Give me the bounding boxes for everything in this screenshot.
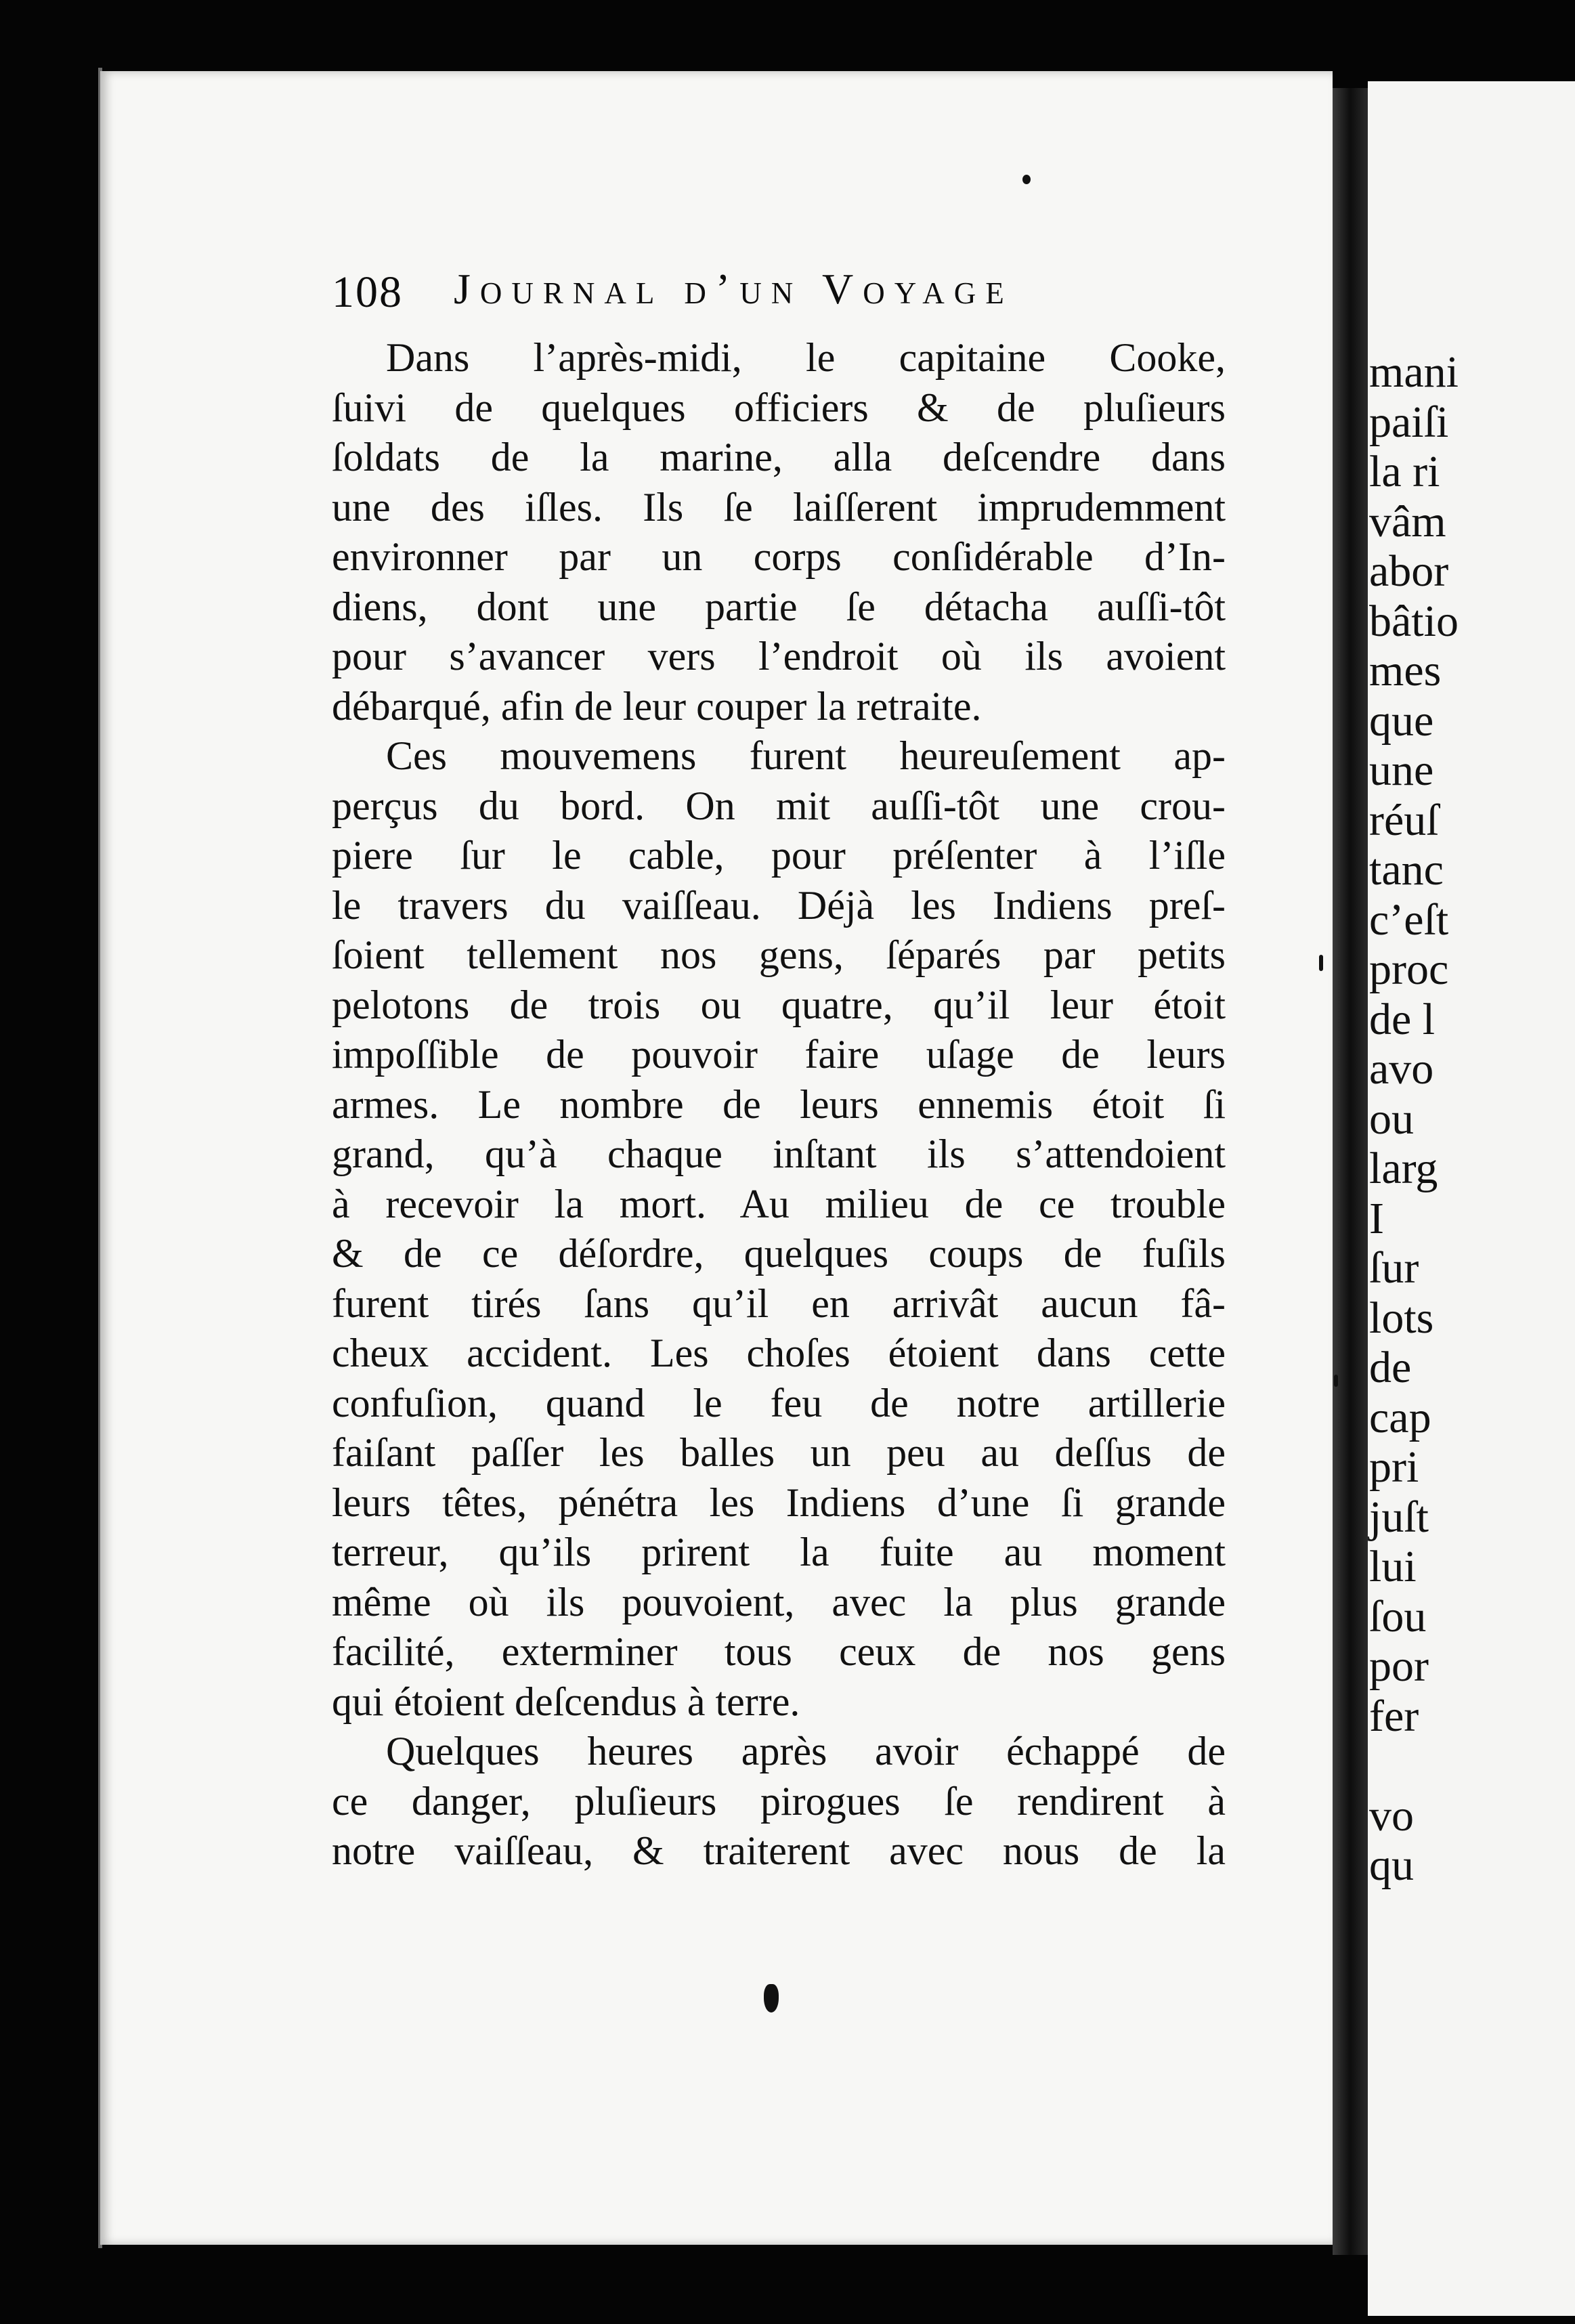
facing-page-fragment: tanc <box>1369 845 1444 895</box>
text-line: débarqué, afin de leur couper la retraite. <box>332 683 982 729</box>
text-line: une des iſles. Ils ſe laiſſerent imprudemment <box>332 484 1226 530</box>
facing-page-fragment: ſur <box>1369 1243 1419 1293</box>
text-line: le travers du vaiſſeau. Déjà les Indiens preſ- <box>332 882 1226 928</box>
facing-page-fragment: de <box>1369 1343 1412 1392</box>
facing-page-fragment: ou <box>1369 1094 1414 1144</box>
text-line: piere ſur le cable, pour préſenter à l’iſle <box>332 833 1226 878</box>
text-line: perçus du bord. On mit auſſi-tôt une crou- <box>332 783 1226 828</box>
facing-page-fragment: abor <box>1369 546 1449 596</box>
ink-speck <box>1022 175 1031 184</box>
facing-page-fragment <box>1369 1741 1459 1791</box>
text-line: ſuivi de quelques officiers & de pluſieurs <box>332 385 1226 430</box>
facing-page-fragment: pri <box>1369 1442 1419 1492</box>
text-line: environner par un corps conſidérable d’In- <box>332 534 1226 579</box>
text-line: terreur, qu’ils prirent la fuite au moment <box>332 1530 1226 1574</box>
facing-page-fragment: juſt <box>1369 1492 1429 1542</box>
text-line: armes. Le nombre de leurs ennemis étoit ſi <box>332 1081 1226 1127</box>
text-line: ſoldats de la marine, alla deſcendre dans <box>332 435 1226 479</box>
text-line: Ces mouvemens furent heureuſement ap- <box>386 733 1226 778</box>
facing-page-fragment: vo <box>1369 1790 1414 1841</box>
facing-page-fragment: c’eſt <box>1369 895 1449 945</box>
text-line: à recevoir la mort. Au milieu de ce trouble <box>332 1181 1226 1226</box>
facing-page-fragment: ſou <box>1369 1591 1427 1641</box>
text-line: diens, dont une partie ſe détacha auſſi-tôt <box>332 584 1226 629</box>
book-gutter <box>1333 88 1368 2255</box>
facing-page-fragment: mani <box>1369 347 1459 397</box>
facing-page-fragment: réuſ <box>1369 795 1439 845</box>
facing-page-fragment: paiſi <box>1369 397 1449 447</box>
text-line: faiſant paſſer les balles un peu au deſſus de <box>332 1430 1226 1475</box>
facing-page-fragment: lots <box>1369 1293 1434 1343</box>
text-line: même où ils pouvoient, avec la plus grande <box>332 1579 1226 1624</box>
text-line: ſoient tellement nos gens, ſéparés par petits <box>332 932 1226 977</box>
page-number: 108 <box>332 267 403 317</box>
text-line: impoſſible de pouvoir faire uſage de leurs <box>332 1032 1226 1077</box>
text-line: notre vaiſſeau, & traiterent avec nous de la <box>332 1828 1226 1873</box>
text-line: facilité, exterminer tous ceux de nos gens <box>332 1629 1226 1674</box>
text-line: leurs têtes, pénétra les Indiens d’une ſi grande <box>332 1480 1226 1525</box>
running-head-title: Journal d’un Voyage <box>454 265 1014 313</box>
right-page <box>1368 81 1575 2316</box>
facing-page-fragment: de l <box>1369 994 1436 1044</box>
facing-page-fragment: I <box>1369 1193 1384 1243</box>
ink-speck <box>1319 955 1323 971</box>
facing-page-fragment: mes <box>1369 646 1442 695</box>
facing-page-fragment: avo <box>1369 1044 1434 1094</box>
facing-page-fragment: fer <box>1369 1691 1419 1741</box>
body-text <box>332 333 1226 1876</box>
text-line: furent tirés ſans qu’il en arrivât aucun fâ- <box>332 1281 1226 1326</box>
facing-page-fragment: la ri <box>1369 447 1440 496</box>
text-line: ce danger, pluſieurs pirogues ſe rendirent à <box>332 1778 1226 1824</box>
facing-page-fragment: lui <box>1369 1542 1417 1591</box>
text-line: Quelques heures après avoir échappé de <box>386 1729 1226 1773</box>
facing-page-fragment: qu <box>1369 1841 1414 1890</box>
text-line: pour s’avancer vers l’endroit où ils avoient <box>332 634 1226 679</box>
facing-page-fragment: vâm <box>1369 496 1446 546</box>
facing-page-fragment: bâtio <box>1369 596 1459 646</box>
facing-page-fragment: proc <box>1369 945 1449 994</box>
facing-page-fragment: que <box>1369 695 1434 746</box>
text-line: Dans l’après-midi, le capitaine Cooke, <box>386 335 1226 380</box>
text-line: confuſion, quand le feu de notre artillerie <box>332 1380 1226 1425</box>
text-line: cheux accident. Les choſes étoient dans cette <box>332 1331 1226 1375</box>
ink-speck <box>1334 1375 1338 1387</box>
text-line: qui étoient deſcendus à terre. <box>332 1679 800 1724</box>
facing-page-fragment: por <box>1369 1641 1429 1691</box>
text-line: grand, qu’à chaque inſtant ils s’attendoient <box>332 1132 1226 1176</box>
facing-page-fragment: larg <box>1369 1144 1438 1193</box>
facing-page-text <box>1369 347 1459 1891</box>
ink-speck <box>764 1984 779 2013</box>
facing-page-fragment: une <box>1369 746 1434 795</box>
facing-page-fragment: cap <box>1369 1392 1431 1442</box>
text-line: pelotons de trois ou quatre, qu’il leur étoit <box>332 982 1226 1027</box>
text-line: & de ce déſordre, quelques coups de fuſils <box>332 1231 1226 1276</box>
running-head <box>332 264 1232 318</box>
